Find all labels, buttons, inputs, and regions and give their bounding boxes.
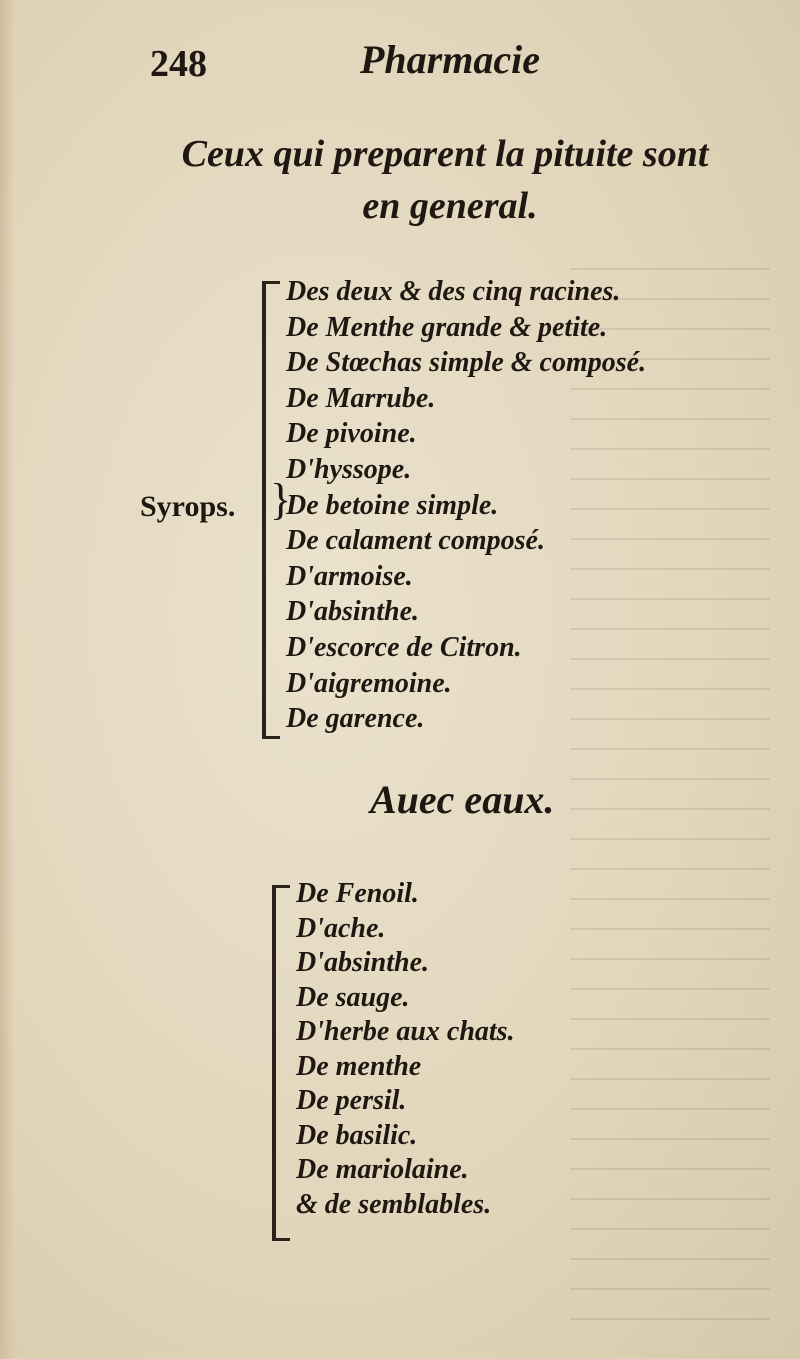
list-item: Des deux & des cinq racines. (286, 276, 621, 307)
page-number: 248 (150, 43, 207, 85)
list-item: De sauge. (296, 981, 410, 1013)
list-item: De calament composé. (286, 525, 545, 557)
brace-icon: } (270, 475, 292, 524)
syrops-label: Syrops. (140, 490, 236, 523)
list-item: De Marrube. (286, 382, 436, 414)
list-item: De Fenoil. (296, 878, 419, 909)
list-item: De betoine simple. (286, 489, 499, 521)
list-item: De Stœchas simple & composé. (286, 347, 647, 379)
list-item: De menthe (296, 1050, 422, 1082)
list-item: De persil. (296, 1085, 407, 1116)
list-item: De pivoine. (286, 418, 417, 450)
page-gutter-shadow (0, 0, 14, 1359)
running-head: Pharmacie (360, 37, 540, 82)
list-item: D'absinthe. (296, 947, 430, 978)
syrops-bracket (262, 281, 280, 739)
syrops-list (286, 274, 646, 737)
waters-list (296, 877, 515, 1222)
section-heading-line-2: en general. (362, 185, 538, 227)
list-item: D'ache. (296, 912, 386, 944)
list-item: D'aigremoine. (286, 667, 452, 699)
list-item: & de semblables. (296, 1188, 492, 1220)
list-item: De basilic. (296, 1119, 418, 1151)
list-item: De mariolaine. (296, 1154, 469, 1185)
list-item: D'armoise. (286, 560, 413, 592)
section-heading-line-1: Ceux qui preparent la pituite sont (181, 133, 709, 175)
list-item: D'absinthe. (286, 596, 420, 628)
list-item: D'hyssope. (286, 453, 412, 485)
list-item: De garence. (286, 703, 425, 735)
list-item: De Menthe grande & petite. (286, 311, 608, 343)
waters-bracket (272, 885, 290, 1241)
list-item: D'escorce de Citron. (286, 631, 522, 663)
waters-heading: Auec eaux. (370, 777, 555, 822)
list-item: D'herbe aux chats. (296, 1016, 515, 1047)
section-heading (175, 128, 715, 232)
